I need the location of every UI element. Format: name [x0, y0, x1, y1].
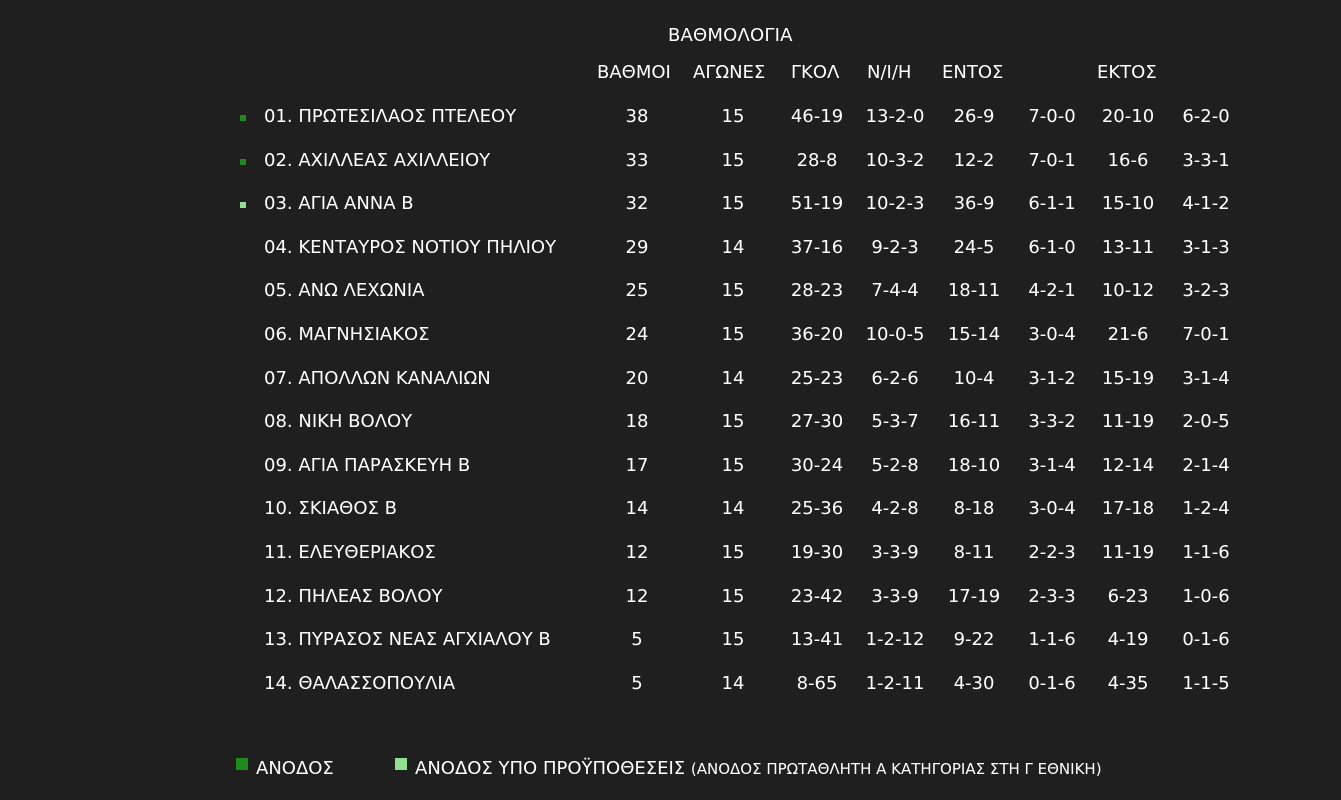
- header-wdl: Ν/Ι/Η: [867, 62, 912, 83]
- goals-cell: 19-30: [790, 541, 844, 563]
- legend-conditional-note: (ΑΝΟΔΟΣ ΠΡΩΤΑΘΛΗΤΗ Α ΚΑΤΗΓΟΡΙΑΣ ΣΤΗ Γ ΕΘΝΙΚΗ): [690, 760, 1102, 778]
- points-cell: 20: [625, 367, 649, 389]
- away-goals-cell: 16-6: [1107, 149, 1149, 171]
- away-goals-cell: 21-6: [1107, 323, 1149, 345]
- table-row: [0, 445, 1341, 489]
- table-row: [0, 532, 1341, 576]
- goals-cell: 37-16: [790, 236, 844, 258]
- away-goals-cell: 17-18: [1101, 498, 1155, 520]
- team-name: 02. ΑΧΙΛΛΕΑΣ ΑΧΙΛΛΕΙΟΥ: [264, 149, 491, 171]
- standings-table: [0, 96, 1341, 706]
- wdl-cell: 10-0-5: [865, 323, 925, 345]
- home-goals-cell: 12-2: [953, 149, 995, 171]
- conditional-swatch-icon: [395, 758, 407, 770]
- header-home: ΕΝΤΟΣ: [942, 62, 1004, 83]
- team-name: 10. ΣΚΙΑΘΟΣ Β: [264, 498, 397, 520]
- goals-cell: 36-20: [790, 323, 844, 345]
- home-record-cell: 3-1-2: [1028, 367, 1076, 389]
- away-goals-cell: 15-19: [1101, 367, 1155, 389]
- away-goals-cell: 20-10: [1101, 106, 1155, 127]
- home-record-cell: 3-3-2: [1028, 411, 1076, 433]
- goals-cell: 13-41: [790, 629, 844, 651]
- games-cell: 15: [721, 106, 745, 127]
- wdl-cell: 10-2-3: [865, 193, 925, 215]
- wdl-cell: 10-3-2: [865, 149, 925, 171]
- home-record-cell: 3-1-4: [1028, 454, 1076, 476]
- home-goals-cell: 8-18: [953, 498, 995, 520]
- away-goals-cell: 15-10: [1101, 193, 1155, 215]
- header-games: ΑΓΩΝΕΣ: [693, 62, 766, 83]
- goals-cell: 23-42: [790, 585, 844, 607]
- away-record-cell: 1-0-6: [1182, 585, 1230, 607]
- goals-cell: 25-36: [790, 498, 844, 520]
- legend-conditional-text: ΑΝΟΔΟΣ ΥΠΟ ΠΡΟΫΠΟΘΕΣΕΙΣ: [415, 758, 686, 779]
- team-name: 13. ΠΥΡΑΣΟΣ ΝΕΑΣ ΑΓΧΙΑΛΟΥ Β: [264, 629, 551, 651]
- games-cell: 15: [721, 323, 745, 345]
- home-goals-cell: 18-10: [947, 454, 1001, 476]
- games-cell: 15: [721, 585, 745, 607]
- away-record-cell: 7-0-1: [1182, 323, 1230, 345]
- home-goals-cell: 18-11: [947, 280, 1001, 302]
- points-cell: 14: [625, 498, 649, 520]
- home-record-cell: 3-0-4: [1028, 498, 1076, 520]
- games-cell: 14: [721, 672, 745, 694]
- points-cell: 18: [625, 411, 649, 433]
- points-cell: 5: [631, 629, 643, 651]
- home-record-cell: 7-0-1: [1028, 149, 1076, 171]
- table-header: [0, 62, 1341, 86]
- home-goals-cell: 10-4: [953, 367, 995, 389]
- games-cell: 15: [721, 411, 745, 433]
- home-record-cell: 2-2-3: [1028, 541, 1076, 563]
- away-record-cell: 0-1-6: [1182, 629, 1230, 651]
- games-cell: 14: [721, 498, 745, 520]
- goals-cell: 8-65: [796, 672, 838, 694]
- team-name: 09. ΑΓΙΑ ΠΑΡΑΣΚΕΥΗ Β: [264, 454, 471, 476]
- away-record-cell: 3-1-4: [1182, 367, 1230, 389]
- away-record-cell: 2-1-4: [1182, 454, 1230, 476]
- points-cell: 38: [625, 106, 649, 127]
- promotion-marker-icon: [240, 115, 246, 121]
- table-row: [0, 488, 1341, 532]
- away-goals-cell: 4-35: [1107, 672, 1149, 694]
- page-title: ΒΑΘΜΟΛΟΓΙΑ: [668, 25, 793, 46]
- table-row: [0, 140, 1341, 184]
- wdl-cell: 1-2-11: [865, 672, 925, 694]
- goals-cell: 28-8: [796, 149, 838, 171]
- goals-cell: 51-19: [790, 193, 844, 215]
- away-record-cell: 6-2-0: [1182, 106, 1230, 127]
- team-name: 08. ΝΙΚΗ ΒΟΛΟΥ: [264, 411, 413, 433]
- wdl-cell: 4-2-8: [871, 498, 919, 520]
- away-record-cell: 1-1-5: [1182, 672, 1230, 694]
- away-goals-cell: 4-19: [1107, 629, 1149, 651]
- games-cell: 14: [721, 367, 745, 389]
- table-row: [0, 314, 1341, 358]
- goals-cell: 30-24: [790, 454, 844, 476]
- table-row: [0, 358, 1341, 402]
- wdl-cell: 1-2-12: [865, 629, 925, 651]
- team-name: 12. ΠΗΛΕΑΣ ΒΟΛΟΥ: [264, 585, 443, 607]
- wdl-cell: 9-2-3: [871, 236, 919, 258]
- conditional-marker-icon: [240, 202, 246, 208]
- games-cell: 15: [721, 629, 745, 651]
- away-goals-cell: 10-12: [1101, 280, 1155, 302]
- home-goals-cell: 17-19: [947, 585, 1001, 607]
- wdl-cell: 7-4-4: [871, 280, 919, 302]
- goals-cell: 27-30: [790, 411, 844, 433]
- team-name: 01. ΠΡΩΤΕΣΙΛΑΟΣ ΠΤΕΛΕΟΥ: [264, 106, 517, 127]
- games-cell: 15: [721, 454, 745, 476]
- home-record-cell: 2-3-3: [1028, 585, 1076, 607]
- goals-cell: 28-23: [790, 280, 844, 302]
- home-record-cell: 3-0-4: [1028, 323, 1076, 345]
- table-row: [0, 619, 1341, 663]
- wdl-cell: 6-2-6: [871, 367, 919, 389]
- table-row: [0, 183, 1341, 227]
- away-record-cell: 4-1-2: [1182, 193, 1230, 215]
- home-goals-cell: 4-30: [953, 672, 995, 694]
- away-record-cell: 1-1-6: [1182, 541, 1230, 563]
- home-goals-cell: 16-11: [947, 411, 1001, 433]
- legend: [0, 756, 1341, 786]
- away-goals-cell: 13-11: [1101, 236, 1155, 258]
- goals-cell: 25-23: [790, 367, 844, 389]
- legend-promotion-label: ΑΝΟΔΟΣ: [256, 758, 334, 779]
- points-cell: 12: [625, 541, 649, 563]
- table-row: [0, 663, 1341, 707]
- table-row: [0, 270, 1341, 314]
- games-cell: 15: [721, 149, 745, 171]
- wdl-cell: 3-3-9: [871, 541, 919, 563]
- home-record-cell: 6-1-0: [1028, 236, 1076, 258]
- team-name: 05. ΑΝΩ ΛΕΧΩΝΙΑ: [264, 280, 425, 302]
- away-goals-cell: 11-19: [1101, 411, 1155, 433]
- points-cell: 24: [625, 323, 649, 345]
- home-record-cell: 1-1-6: [1028, 629, 1076, 651]
- team-name: 03. ΑΓΙΑ ΑΝΝΑ Β: [264, 193, 414, 215]
- goals-cell: 46-19: [790, 106, 844, 127]
- away-goals-cell: 11-19: [1101, 541, 1155, 563]
- home-goals-cell: 26-9: [953, 106, 995, 127]
- games-cell: 15: [721, 193, 745, 215]
- points-cell: 12: [625, 585, 649, 607]
- team-name: 04. ΚΕΝΤΑΥΡΟΣ ΝΟΤΙΟΥ ΠΗΛΙΟΥ: [264, 236, 557, 258]
- away-record-cell: 1-2-4: [1182, 498, 1230, 520]
- wdl-cell: 13-2-0: [865, 106, 925, 127]
- games-cell: 15: [721, 541, 745, 563]
- wdl-cell: 3-3-9: [871, 585, 919, 607]
- games-cell: 14: [721, 236, 745, 258]
- wdl-cell: 5-2-8: [871, 454, 919, 476]
- home-record-cell: 4-2-1: [1028, 280, 1076, 302]
- home-goals-cell: 24-5: [953, 236, 995, 258]
- header-goals: ΓΚΟΛ: [791, 62, 840, 83]
- table-row: [0, 227, 1341, 271]
- table-row: [0, 96, 1341, 140]
- home-goals-cell: 15-14: [947, 323, 1001, 345]
- away-record-cell: 3-3-1: [1182, 149, 1230, 171]
- away-record-cell: 3-2-3: [1182, 280, 1230, 302]
- wdl-cell: 5-3-7: [871, 411, 919, 433]
- points-cell: 33: [625, 149, 649, 171]
- table-row: [0, 576, 1341, 620]
- promotion-marker-icon: [240, 159, 246, 165]
- points-cell: 32: [625, 193, 649, 215]
- away-goals-cell: 12-14: [1101, 454, 1155, 476]
- away-record-cell: 3-1-3: [1182, 236, 1230, 258]
- promotion-swatch-icon: [236, 758, 248, 770]
- points-cell: 25: [625, 280, 649, 302]
- home-record-cell: 6-1-1: [1028, 193, 1076, 215]
- header-points: ΒΑΘΜΟΙ: [597, 62, 671, 83]
- team-name: 11. ΕΛΕΥΘΕΡΙΑΚΟΣ: [264, 541, 436, 563]
- points-cell: 5: [631, 672, 643, 694]
- games-cell: 15: [721, 280, 745, 302]
- table-row: [0, 401, 1341, 445]
- points-cell: 29: [625, 236, 649, 258]
- header-away: ΕΚΤΟΣ: [1097, 62, 1157, 83]
- home-goals-cell: 9-22: [953, 629, 995, 651]
- team-name: 14. ΘΑΛΑΣΣΟΠΟΥΛΙΑ: [264, 672, 456, 694]
- away-goals-cell: 6-23: [1107, 585, 1149, 607]
- legend-conditional-label: [415, 758, 1102, 779]
- team-name: 07. ΑΠΟΛΛΩΝ ΚΑΝΑΛΙΩΝ: [264, 367, 491, 389]
- away-record-cell: 2-0-5: [1182, 411, 1230, 433]
- home-goals-cell: 36-9: [953, 193, 995, 215]
- home-record-cell: 7-0-0: [1028, 106, 1076, 127]
- home-record-cell: 0-1-6: [1028, 672, 1076, 694]
- home-goals-cell: 8-11: [953, 541, 995, 563]
- team-name: 06. ΜΑΓΝΗΣΙΑΚΟΣ: [264, 323, 430, 345]
- points-cell: 17: [625, 454, 649, 476]
